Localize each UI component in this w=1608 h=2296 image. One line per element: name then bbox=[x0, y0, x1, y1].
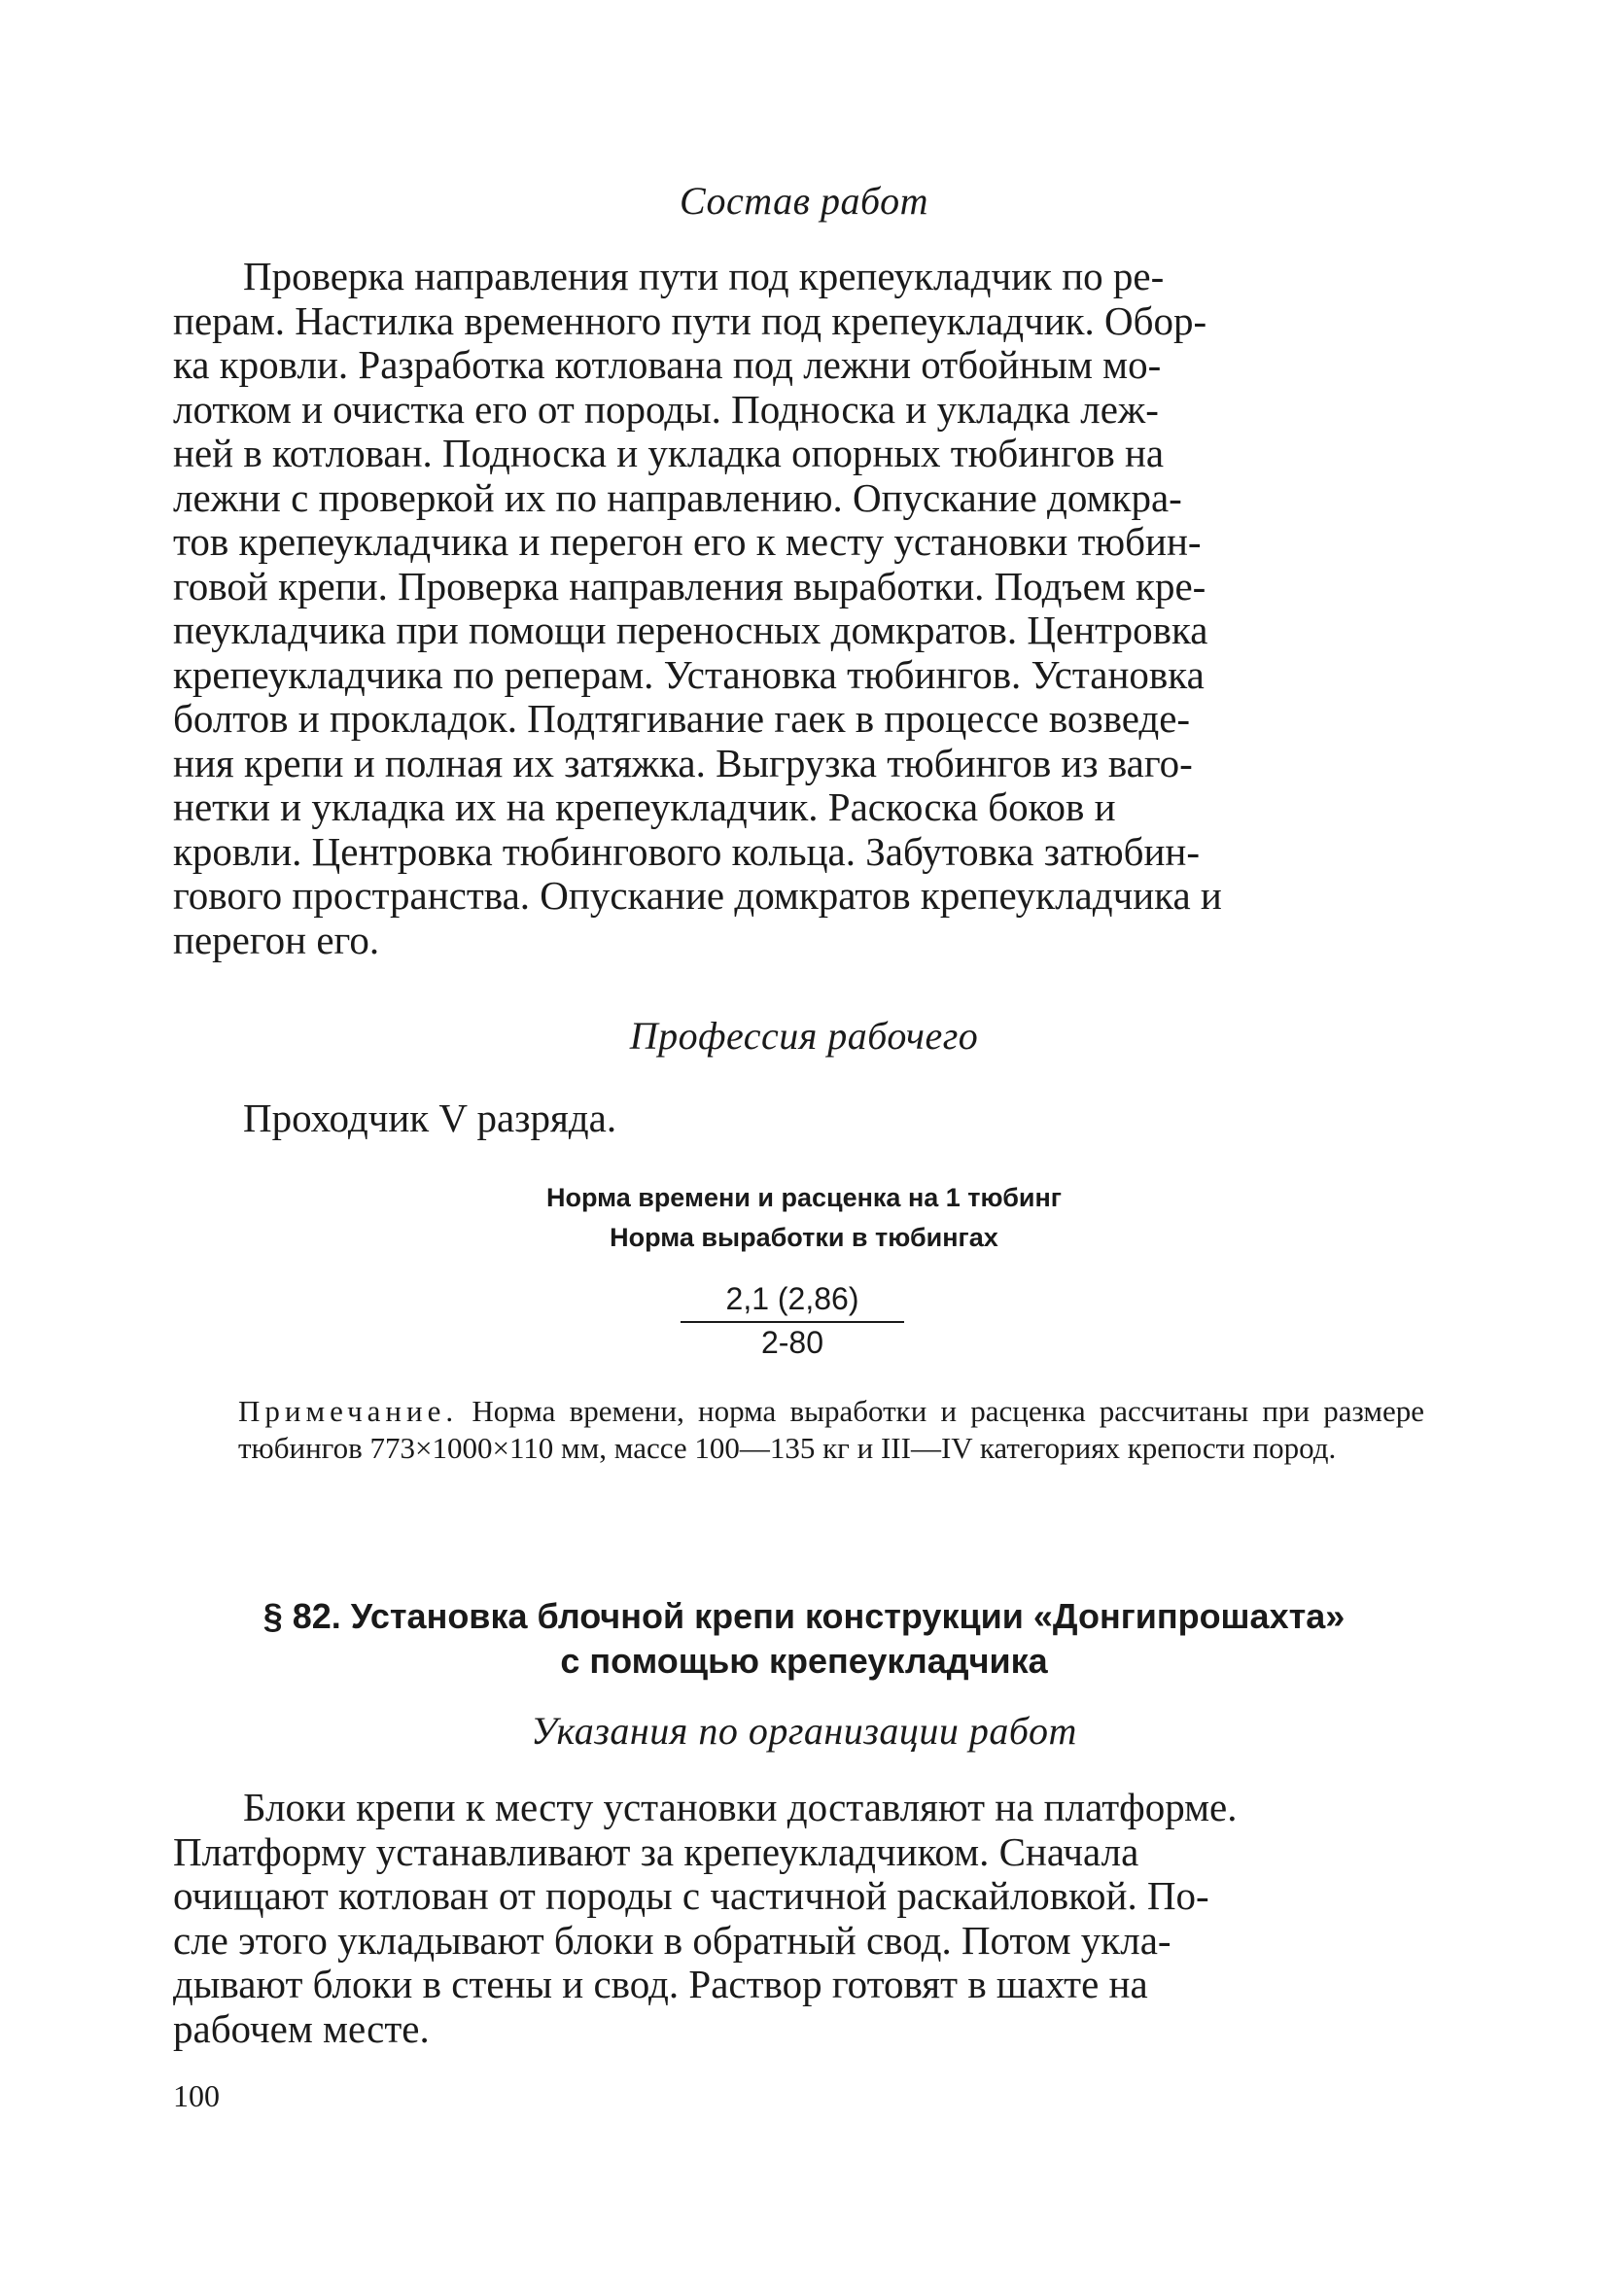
text-line: говой крепи. Проверка направления выработки. Подъем кре- bbox=[173, 563, 1206, 609]
heading-work-composition: Состав работ bbox=[680, 179, 928, 223]
norm-time-caption: Норма времени и расценка на 1 тюбинг bbox=[545, 1183, 1063, 1212]
text-line: болтов и прокладок. Подтягивание гаек в процессе возведе- bbox=[173, 696, 1191, 741]
text-line: ния крепи и полная их затяжка. Выгрузка тюбингов из ваго- bbox=[173, 740, 1193, 785]
text-line: очищают котлован от породы с частичной раскайловкой. По- bbox=[173, 1873, 1209, 1918]
text-line: ка кровли. Разработка котлована под лежни отбойным мо- bbox=[173, 342, 1162, 387]
note-block bbox=[238, 1393, 1424, 1467]
text-line: пеукладчика при помощи переносных домкратов. Центровка bbox=[173, 608, 1208, 652]
text-line: кровли. Центровка тюбингового кольца. Забутовка затюбин- bbox=[173, 828, 1201, 874]
work-composition-paragraph bbox=[173, 255, 1425, 962]
fraction-denominator: 2-80 bbox=[760, 1325, 824, 1360]
section-82-title-line1: § 82. Установка блочной крепи конструкции «Донгипрошахта» bbox=[262, 1596, 1346, 1636]
text-line: Блоки крепи к месту установки доставляют на платформе. bbox=[243, 1785, 1238, 1829]
text-line: перегон его. bbox=[173, 917, 380, 962]
text-line: лотком и очистка его от породы. Подноска и укладка леж- bbox=[173, 386, 1159, 432]
text-line: сле этого укладывают блоки в обратный свод. Потом укла- bbox=[173, 1917, 1171, 1963]
text-line: лежни с проверкой их по направлению. Опускание домкра- bbox=[173, 474, 1182, 520]
text-line: Платформу устанавливают за крепеукладчиком. Сначала bbox=[173, 1828, 1139, 1874]
organization-paragraph bbox=[173, 1786, 1425, 2051]
note-text: Норма времени, норма выработки и расценка рассчитаны при размере тюбингов 773×1000×110 мм, массе 100—135 кг и III—IV категориях крепости пород. bbox=[238, 1394, 1425, 1465]
text-line: Проверка направления пути под крепеукладчик по ре- bbox=[243, 254, 1165, 298]
text-line: крепеукладчика по реперам. Установка тюбингов. Установка bbox=[173, 651, 1205, 697]
fraction-numerator: 2,1 (2,86) bbox=[681, 1281, 904, 1323]
norm-output-caption: Норма выработки в тюбингах bbox=[610, 1223, 998, 1252]
text-line: гового пространства. Опускание домкратов крепеукладчика и bbox=[173, 873, 1222, 918]
note-label: Примечание. bbox=[238, 1394, 459, 1428]
norm-fraction bbox=[681, 1281, 904, 1361]
text-line: перам. Настилка временного пути под крепеукладчик. Обор- bbox=[173, 297, 1207, 343]
text-line: дывают блоки в стены и свод. Раствор готовят в шахте на bbox=[173, 1962, 1148, 2006]
section-82-title-line2: с помощью крепеукладчика bbox=[560, 1641, 1048, 1681]
heading-organization-instructions: Указания по организации работ bbox=[531, 1709, 1077, 1753]
page-number: 100 bbox=[173, 2078, 220, 2113]
heading-worker-profession: Профессия рабочего bbox=[629, 1014, 979, 1058]
text-line: ней в котлован. Подноска и укладка опорных тюбингов на bbox=[173, 431, 1165, 475]
text-line: тов крепеукладчика и перегон его к месту установки тюбин- bbox=[173, 519, 1202, 564]
worker-profession-text: Проходчик V разряда. bbox=[243, 1096, 617, 1140]
text-line: рабочем месте. bbox=[173, 2005, 430, 2051]
text-line: нетки и укладка их на крепеукладчик. Раскоска боков и bbox=[173, 784, 1116, 829]
